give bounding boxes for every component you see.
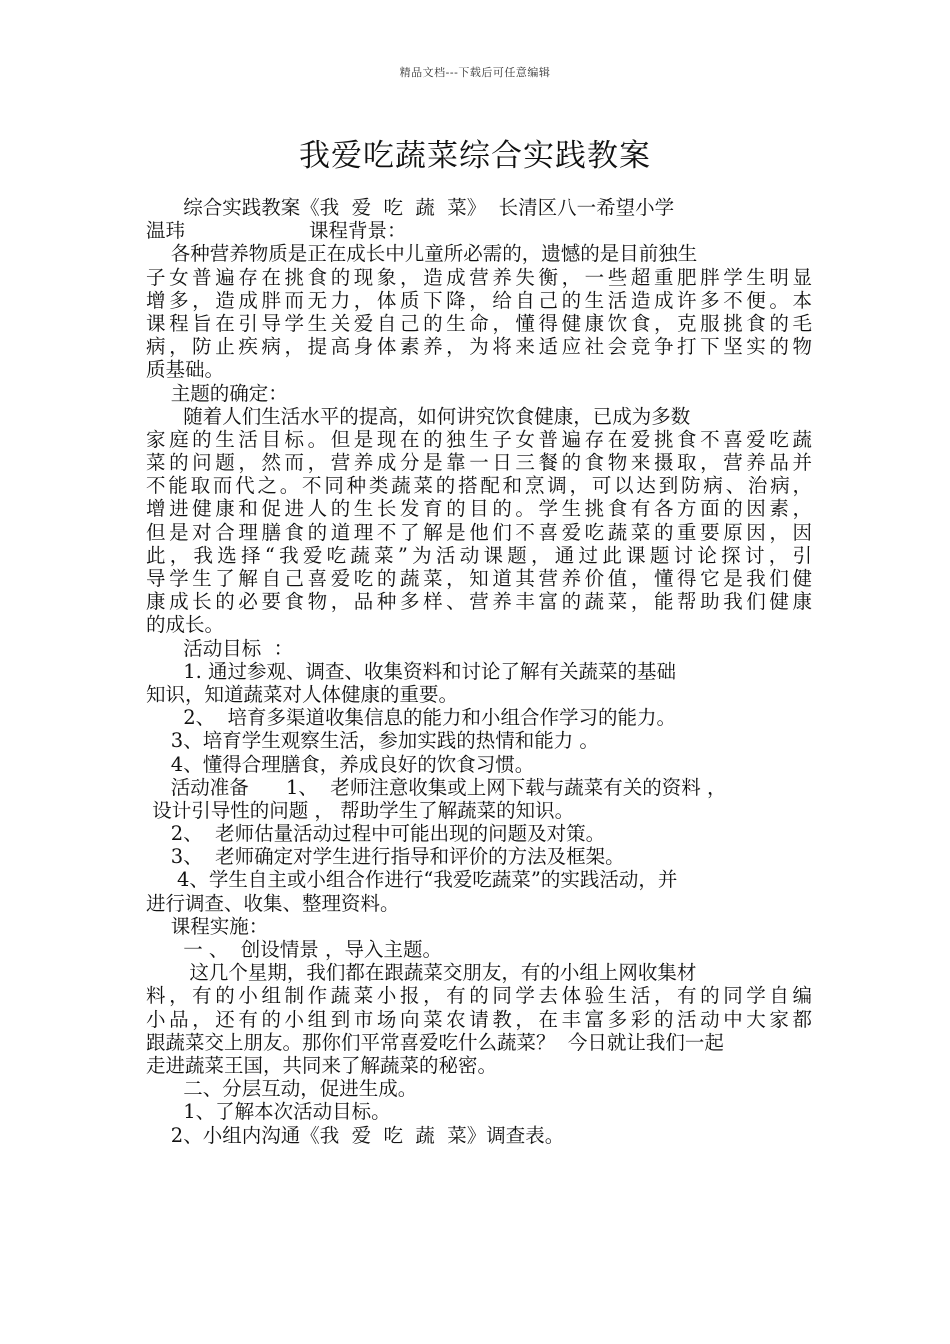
text-line: 课程实施： <box>146 914 269 938</box>
text-line: 1. 通过参观、调查、收集资料和讨论了解有关蔬菜的基础 <box>146 659 676 683</box>
text-line: 活动准备 1、 老师注意收集或上网下载与蔬菜有关的资料 ， <box>146 775 727 799</box>
text-line: 主题的确定： <box>146 381 288 405</box>
text-line: 走进蔬菜王国，共同来了解蔬菜的秘密。 <box>146 1053 498 1077</box>
text-line: 这几个星期，我们都在跟蔬菜交朋友，有的小组上网收集材 <box>146 961 697 985</box>
text-line: 活动目标 ： <box>146 636 294 660</box>
text-line: 质基础。 <box>146 358 225 382</box>
text-line: 家庭的生活目标。但是现在的独生子女普遍存在爱挑食不喜爱吃蔬 <box>146 427 812 451</box>
text-line: 各种营养物质是正在成长中儿童所必需的，遗憾的是目前独生 <box>146 242 698 266</box>
text-line: 4、学生自主或小组合作进行“我爱吃蔬菜”的实践活动，并 <box>146 868 678 892</box>
text-line: 进行调查、收集、整理资料。 <box>146 891 400 915</box>
document-body <box>146 196 812 1147</box>
text-line: 跟蔬菜交上朋友。那你们平常喜爱吃什么蔬菜？ 今日就让我们一起 <box>146 1030 724 1054</box>
text-line: 随着人们生活水平的提高，如何讲究饮食健康，已成为多数 <box>146 404 691 428</box>
text-line: 子女普遍存在挑食的现象，造成营养失衡，一些超重肥胖学生明显 <box>146 265 812 289</box>
text-line: 2、 老师估量活动过程中可能出现的问题及对策。 <box>146 822 606 846</box>
text-line: 温玮 课程背景： <box>146 219 407 243</box>
text-line: 1、了解本次活动目标。 <box>146 1100 391 1124</box>
document-title: 我爱吃蔬菜综合实践教案 <box>299 138 651 174</box>
text-line: 2、小组内沟通《我 爱 吃 蔬 菜》调查表。 <box>146 1123 565 1147</box>
text-line: 一 、 创设情景 ，导入主题。 <box>146 938 442 961</box>
text-line: 增多，造成胖而无力，体质下降，给自己的生活造成许多不便。本 <box>146 288 812 312</box>
text-line: 料，有的小组制作蔬菜小报，有的同学去体验生活，有的同学自编 <box>146 984 812 1008</box>
text-line: 但是对合理膳食的道理不了解是他们不喜爱吃蔬菜的重要原因，因 <box>146 520 812 544</box>
text-line: 此，我选择“我爱吃蔬菜”为活动课题，通过此课题讨论探讨，引 <box>146 543 812 567</box>
text-line: 病，防止疾病，提高身体素养，为将来适应社会竞争打下坚实的物 <box>146 335 812 359</box>
text-line: 3、 老师确定对学生进行指导和评价的方法及框架。 <box>146 845 625 869</box>
header-note: 精品文档---下载后可任意编辑 <box>399 66 551 79</box>
text-line: 康成长的必要食物，品种多样、营养丰富的蔬菜，能帮助我们健康 <box>146 590 812 614</box>
text-line: 的成长。 <box>146 613 225 637</box>
text-line: 增进健康和促进人的生长发育的目的。学生挑食有各方面的因素， <box>146 497 812 521</box>
text-line: 设计引导性的问题 ， 帮助学生了解蔬菜的知识。 <box>146 798 575 822</box>
text-line: 综合实践教案《我 爱 吃 蔬 菜》 长清区八一希望小学 <box>146 196 675 219</box>
text-line: 菜的问题，然而，营养成分是靠一日三餐的食物来摄取，营养品并 <box>146 451 812 475</box>
text-line: 课程旨在引导学生关爱自己的生命，懂得健康饮食，克服挑食的毛 <box>146 311 812 335</box>
text-line: 导学生了解自己喜爱吃的蔬菜，知道其营养价值，懂得它是我们健 <box>146 567 812 590</box>
text-line: 不能取而代之。不同种类蔬菜的搭配和烹调，可以达到防病、治病， <box>146 474 812 498</box>
text-line: 小品，还有的小组到市场向菜农请教，在丰富多彩的活动中大家都 <box>146 1007 812 1031</box>
text-line: 4、懂得合理膳食，养成良好的饮食习惯。 <box>146 752 535 776</box>
text-line: 二、分层互动，促进生成。 <box>146 1077 418 1101</box>
text-line: 知识，知道蔬菜对人体健康的重要。 <box>146 682 459 706</box>
text-line: 2、 培育多渠道收集信息的能力和小组合作学习的能力。 <box>146 706 676 730</box>
text-line: 3、培育学生观察生活，参加实践的热情和能力 。 <box>146 729 599 753</box>
